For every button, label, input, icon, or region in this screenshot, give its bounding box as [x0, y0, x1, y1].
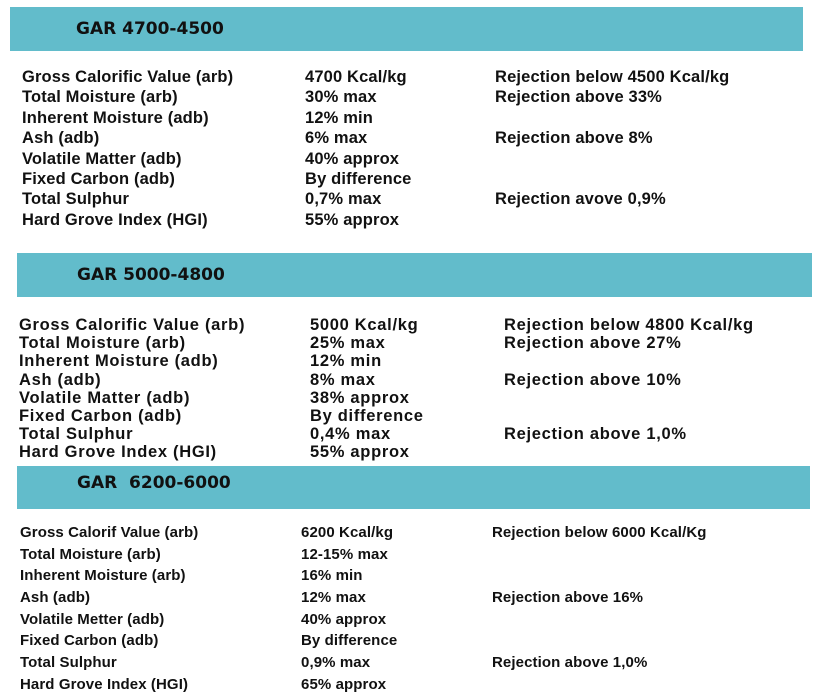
- spec-value: 0,7% max: [305, 190, 382, 209]
- spec-value: 12-15% max: [301, 545, 388, 563]
- spec-rejection: Rejection above 33%: [495, 88, 662, 107]
- spec-rejection: Rejection below 4500 Kcal/kg: [495, 68, 730, 86]
- spec-value: 6% max: [305, 129, 368, 148]
- spec-parameter: Total Moisture (arb): [20, 545, 161, 563]
- section-header-gar-4700-4500: [10, 7, 803, 51]
- spec-value: By difference: [310, 406, 424, 425]
- spec-value: 8% max: [310, 370, 376, 389]
- spec-value: 4700 Kcal/kg: [305, 68, 407, 86]
- spec-parameter: Fixed Carbon (adb): [19, 406, 182, 425]
- spec-value: 40% approx: [301, 610, 387, 628]
- section-title: GAR 5000-4800: [77, 265, 225, 285]
- section-title: GAR 4700-4500: [76, 19, 224, 39]
- spec-value: 0,9% max: [301, 654, 371, 672]
- spec-rejection: Rejection above 16%: [492, 589, 644, 607]
- spec-parameter: Total Sulphur: [19, 425, 134, 444]
- section-header-gar-5000-4800: [17, 253, 812, 297]
- spec-value: By difference: [305, 169, 412, 188]
- spec-parameter: Total Sulphur: [20, 654, 117, 672]
- spec-rejection: Rejection below 4800 Kcal/kg: [504, 316, 754, 334]
- section-header-gar-6200-6000: [17, 466, 810, 509]
- spec-parameter: Ash (adb): [22, 129, 100, 148]
- spec-parameter: Total Sulphur: [22, 190, 130, 209]
- spec-value: 38% approx: [310, 388, 410, 407]
- spec-parameter: Gross Calorific Value (arb): [19, 316, 246, 334]
- spec-rejection: Rejection above 1,0%: [492, 654, 648, 672]
- spec-parameter: Hard Grove Index (HGI): [20, 675, 189, 693]
- spec-rejection: Rejection above 1,0%: [504, 425, 687, 444]
- spec-parameter: Hard Grove Index (HGI): [19, 443, 217, 462]
- spec-parameter: Gross Calorific Value (arb): [22, 68, 234, 86]
- spec-value: 5000 Kcal/kg: [310, 316, 419, 334]
- spec-value: 65% approx: [301, 675, 387, 693]
- spec-parameter: Total Moisture (arb): [22, 88, 178, 107]
- spec-parameter: Volatile Matter (adb): [19, 388, 191, 407]
- section-title: GAR 6200-6000: [77, 473, 231, 494]
- spec-parameter: Inherent Moisture (adb): [19, 352, 219, 371]
- spec-parameter: Fixed Carbon (adb): [20, 632, 159, 650]
- spec-parameter: Volatile Matter (adb): [22, 149, 182, 168]
- spec-parameter: Volatile Metter (adb): [20, 610, 165, 628]
- spec-value: 55% approx: [310, 443, 410, 462]
- spec-value: 55% approx: [305, 210, 400, 229]
- spec-parameter: Gross Calorif Value (arb): [20, 524, 199, 541]
- spec-parameter: Ash (adb): [20, 589, 91, 607]
- spec-parameter: Ash (adb): [19, 370, 102, 389]
- spec-value: 6200 Kcal/kg: [301, 524, 394, 541]
- spec-parameter: Total Moisture (arb): [19, 334, 186, 353]
- spec-value: 30% max: [305, 88, 377, 107]
- spec-value: 16% min: [301, 567, 363, 585]
- spec-rejection: Rejection above 27%: [504, 334, 682, 353]
- spec-rejection: Rejection above 8%: [495, 129, 653, 148]
- spec-value: 12% min: [310, 352, 382, 371]
- spec-value: 12% min: [305, 108, 373, 127]
- spec-parameter: Hard Grove Index (HGI): [22, 210, 208, 229]
- spec-parameter: Inherent Moisture (arb): [20, 567, 186, 585]
- spec-rejection: Rejection below 6000 Kcal/Kg: [492, 524, 707, 541]
- spec-value: 40% approx: [305, 149, 400, 168]
- spec-value: By difference: [301, 632, 398, 650]
- spec-value: 25% max: [310, 334, 386, 353]
- spec-value: 0,4% max: [310, 425, 391, 444]
- spec-rejection: Rejection avove 0,9%: [495, 190, 666, 209]
- spec-parameter: Fixed Carbon (adb): [22, 169, 176, 188]
- spec-value: 12% max: [301, 589, 366, 607]
- spec-rejection: Rejection above 10%: [504, 370, 682, 389]
- spec-parameter: Inherent Moisture (adb): [22, 108, 209, 127]
